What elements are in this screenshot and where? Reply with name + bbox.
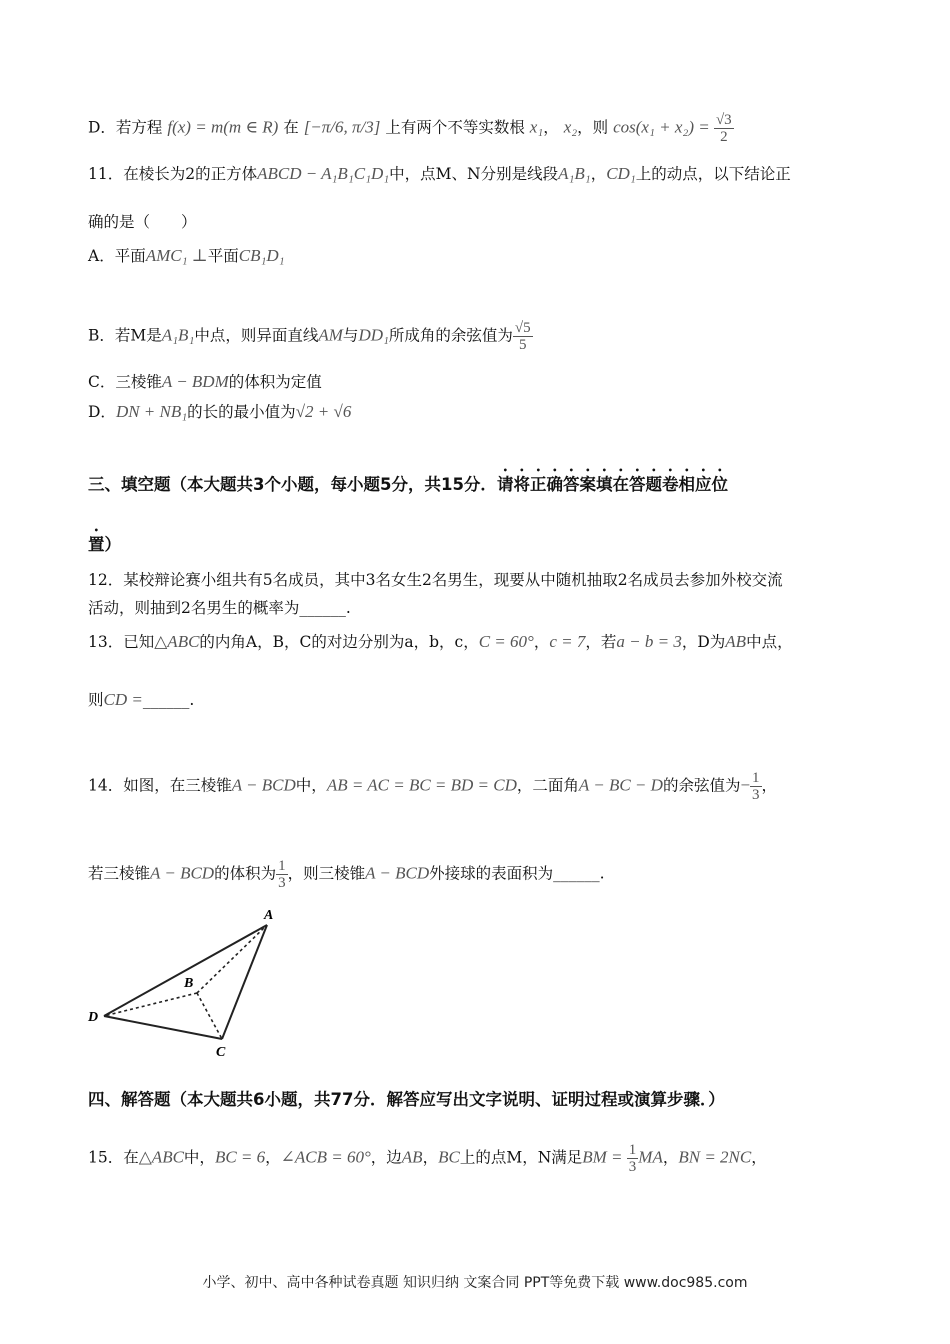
math-interval: [−π/6, π/3] (303, 117, 381, 137)
fraction-sqrt5-over-5: $\frac{√5}{5}$ (514, 320, 531, 353)
option-10d: D．若方程 f(x) = m(m ∈ R) 在 [−π/6, π/3] 上有两个不等实数根 x₁， x₂，则 cos(x₁ + x₂) = $\frac{√3}{2}$ (88, 112, 732, 145)
tetrahedron-figure (82, 905, 292, 1065)
edge-AC (222, 925, 267, 1039)
vertex-label-A: A (264, 908, 274, 923)
question-13-stem: 13．已知△ABC的内角A，B，C的对边分别为a，b，c，C = 60°，c = 7，若a − b = 3，D为AB中点， (88, 632, 793, 651)
math-fx: f(x) = m(m ∈ R) (167, 117, 279, 137)
question-14-line-2: 若三棱锥A − BCD的体积为 $\frac{1}{3}$ ，则三棱锥A − BCD外接球的表面积为______. (88, 858, 605, 891)
fraction-sqrt3-over-2: $\frac{√3}{2}$ (715, 112, 732, 145)
vertex-label-D: D (88, 1010, 99, 1025)
question-11-stem-cont: 确的是（ ） (88, 213, 197, 231)
edge-BC (197, 993, 222, 1039)
question-12-line-1: 12．某校辩论赛小组共有5名成员，其中3名女生2名男生，现要从中随机抽取2名成员去参加外校交流 (88, 571, 783, 589)
option-11a: A．平面AMC₁ ⊥平面CB₁D₁ (88, 246, 285, 265)
section-4-heading: 四、解答题（本大题共6小题，共77分．解答应写出文字说明、证明过程或演算步骤．） (88, 1090, 725, 1109)
edge-DC (104, 1016, 222, 1039)
option-11d: D．DN + NB₁的长的最小值为√2 + √6 (88, 402, 352, 421)
fraction-volume: $\frac{1}{3}$ (278, 858, 286, 891)
option-11b: B．若M是A₁B₁中点，则异面直线AM与DD₁所成角的余弦值为 $\frac{√5}{5}$ (88, 320, 531, 353)
section-3-heading-cont: 置） (88, 535, 121, 554)
page-footer: 小学、初中、高中各种试卷真题 知识归纳 文案合同 PPT等免费下载 www.doc985.com (202, 1275, 748, 1291)
fraction-bm: $\frac{1}{3}$ (628, 1142, 637, 1175)
section-3-heading: 三、填空题（本大题共3个小题，每小题5分，共15分．请将正确答案填在答题卷相应位 (88, 475, 728, 494)
question-15-stem: 15．在△ABC中，BC = 6，∠ACB = 60°，边AB，BC上的点M，N满足BM = $\frac{1}{3}$ MA，BN = 2NC， (88, 1142, 767, 1175)
vertex-label-C: C (216, 1045, 226, 1060)
question-14-line-1: 14．如图，在三棱锥A − BCD中，AB = AC = BC = BD = CD，二面角A − BC − D的余弦值为− $\frac{1}{3}$ ， (88, 770, 778, 803)
question-13-answer: 则CD =______. (88, 690, 195, 709)
option-11c: C．三棱锥A − BDM的体积为定值 (88, 372, 322, 391)
edge-DA (104, 925, 267, 1016)
math-cos: cos(x₁ + x₂) = (613, 117, 714, 137)
edge-BD (104, 993, 197, 1016)
vertex-label-B: B (184, 976, 194, 991)
fraction-one-third: $\frac{1}{3}$ (752, 770, 760, 803)
question-12-line-2: 活动，则抽到2名男生的概率为______. (88, 599, 351, 617)
question-11-stem: 11．在棱长为2的正方体ABCD − A₁B₁C₁D₁中，点M、N分别是线段A₁B₁，CD₁上的动点，以下结论正 (88, 164, 791, 183)
